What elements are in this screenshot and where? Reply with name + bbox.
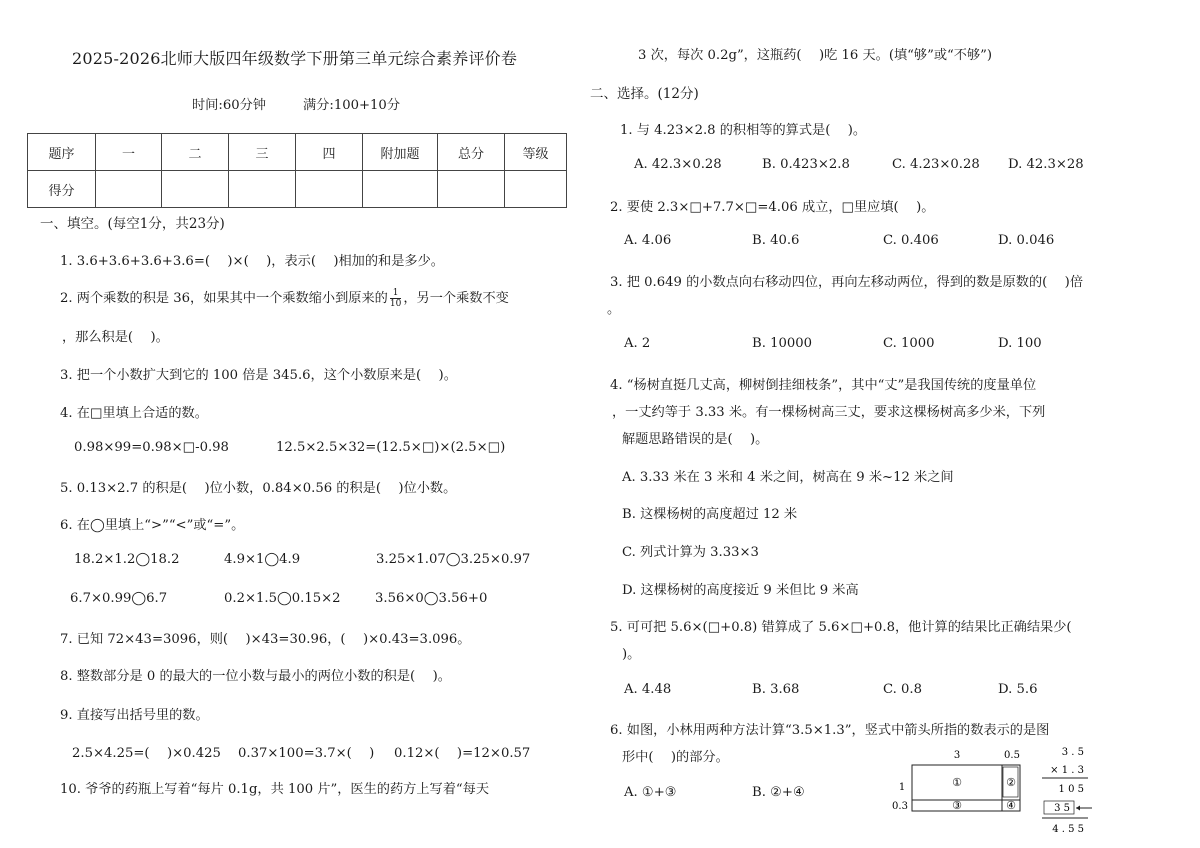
choice-q1-opt-c: C. 4.23×0.28 <box>892 157 980 172</box>
fill-q9-b: 0.37×100=3.7×( ) <box>238 746 375 761</box>
score-table <box>27 133 567 208</box>
table-header: 等级 <box>505 134 567 171</box>
choice-q1-opt-a: A. 42.3×0.28 <box>634 157 722 172</box>
choice-q5-opt-c: C. 0.8 <box>883 682 922 697</box>
choice-q6-cont: 形中( )的部分。 <box>622 750 729 765</box>
choice-q5-opt-a: A. 4.48 <box>624 682 672 697</box>
fill-q6-c: 3.25×1.07◯3.25×0.97 <box>376 552 531 567</box>
choice-q5-opt-d: D. 5.6 <box>998 682 1038 697</box>
time-info: 时间:60分钟 <box>192 98 266 113</box>
table-header: 题序 <box>28 134 96 171</box>
score-cell[interactable] <box>296 171 363 208</box>
choice-q4-line3: 解题思路错误的是( )。 <box>622 432 769 447</box>
choice-q6-opt-b: B. ②+④ <box>752 785 805 800</box>
fill-q2-cont: ，那么积是( )。 <box>62 330 169 345</box>
fill-q9-c: 0.12×( )=12×0.57 <box>394 746 531 761</box>
choice-q3-cont: 。 <box>607 302 621 317</box>
choice-q6: 6. 如图，小林用两种方法计算“3.5×1.3”，竖式中箭头所指的数表示的是图 <box>610 723 1050 738</box>
calc-row-1: 3 . 5 <box>1061 747 1084 758</box>
diagram-label-side-03: 0.3 <box>892 801 908 812</box>
table-header: 三 <box>229 134 296 171</box>
choice-q4-opt-a: A. 3.33 米在 3 米和 4 米之间，树高在 9 米~12 米之间 <box>622 470 954 485</box>
choice-q2-opt-b: B. 40.6 <box>752 233 800 248</box>
diagram-cell-3: ③ <box>952 799 962 812</box>
choice-q3: 3. 把 0.649 的小数点向右移动四位，再向左移动两位，得到的数是原数的( )倍 <box>610 275 1084 290</box>
fill-q6-d: 6.7×0.99◯6.7 <box>70 591 168 606</box>
choice-q3-opt-c: C. 1000 <box>883 336 935 351</box>
fill-q7: 7. 已知 72×43=3096，则( )×43=30.96，( )×0.43=3.096。 <box>60 632 471 647</box>
score-cell[interactable] <box>229 171 296 208</box>
fill-q9-a: 2.5×4.25=( )×0.425 <box>72 746 221 761</box>
diagram-outer-rect <box>912 765 1020 811</box>
fill-q5: 5. 0.13×2.7 的积是( )位小数，0.84×0.56 的积是( )位小数。 <box>60 481 457 496</box>
calc-row-5: 4 . 5 5 <box>1052 824 1084 835</box>
choice-q1-opt-d: D. 42.3×28 <box>1008 157 1084 172</box>
fill-q1: 1. 3.6+3.6+3.6+3.6=( )×( )，表示( )相加的和是多少。 <box>60 254 444 269</box>
choice-q3-opt-a: A. 2 <box>624 336 651 351</box>
fill-q10: 10. 爷爷的药瓶上写着“每片 0.1g，共 100 片”，医生的药方上写着“每天 <box>60 782 490 797</box>
choice-q5-opt-b: B. 3.68 <box>752 682 800 697</box>
diagram-cell-1: ① <box>952 776 962 789</box>
table-row-label: 得分 <box>28 171 96 208</box>
score-cell[interactable] <box>438 171 505 208</box>
fill-q4-a: 0.98×99=0.98×□-0.98 <box>74 440 229 455</box>
fill-q6-f: 3.56×0◯3.56+0 <box>375 591 488 606</box>
section2-heading: 二、选择。(12分) <box>590 86 699 102</box>
choice-q5: 5. 可可把 5.6×(□+0.8) 错算成了 5.6×□+0.8，他计算的结果比正确结果少( <box>610 620 1072 635</box>
table-header: 四 <box>296 134 363 171</box>
area-model-diagram <box>890 745 1030 817</box>
score-cell[interactable] <box>162 171 229 208</box>
fill-q6-e: 0.2×1.5◯0.15×2 <box>224 591 341 606</box>
fill-q10-cont: 3 次，每次 0.2g”，这瓶药( )吃 16 天。(填“够”或“不够”) <box>638 48 993 63</box>
fill-q6-b: 4.9×1◯4.9 <box>224 552 301 567</box>
choice-q2-opt-a: A. 4.06 <box>624 233 672 248</box>
calc-row-4: 3 5 <box>1054 803 1070 814</box>
table-header: 附加题 <box>363 134 438 171</box>
diagram-cell-2: ② <box>1006 776 1016 789</box>
choice-q6-opt-a: A. ①+③ <box>624 785 677 800</box>
fill-q6-a: 18.2×1.2◯18.2 <box>74 552 180 567</box>
diagram-label-side-1: 1 <box>898 782 906 793</box>
choice-q4-opt-d: D. 这棵杨树的高度接近 9 米但比 9 米高 <box>622 583 859 598</box>
vertical-calculation <box>1036 742 1096 840</box>
fill-q6: 6. 在◯里填上“>”“<”或“=”。 <box>60 518 245 533</box>
choice-q2-opt-d: D. 0.046 <box>998 233 1055 248</box>
choice-q1-opt-b: B. 0.423×2.8 <box>762 157 850 172</box>
choice-q3-opt-d: D. 100 <box>998 336 1042 351</box>
exam-title: 2025-2026北师大版四年级数学下册第三单元综合素养评价卷 <box>72 49 518 68</box>
arrow-head-icon <box>1076 806 1080 811</box>
fill-q4: 4. 在□里填上合适的数。 <box>60 406 208 421</box>
choice-q3-opt-b: B. 10000 <box>752 336 813 351</box>
score-cell[interactable] <box>363 171 438 208</box>
calc-row-2: × 1 . 3 <box>1050 765 1084 776</box>
fill-q4-b: 12.5×2.5×32=(12.5×□)×(2.5×□) <box>276 440 506 455</box>
score-cell[interactable] <box>96 171 162 208</box>
diagram-label-top-05: 0.5 <box>1004 750 1020 761</box>
fill-q3: 3. 把一个小数扩大到它的 100 倍是 345.6，这个小数原来是( )。 <box>60 368 457 383</box>
choice-q5-cont: )。 <box>622 647 641 662</box>
score-cell[interactable] <box>505 171 567 208</box>
choice-q2: 2. 要使 2.3×□+7.7×□=4.06 成立，□里应填( )。 <box>610 200 935 215</box>
table-header: 一 <box>96 134 162 171</box>
diagram-label-top-3: 3 <box>953 750 961 761</box>
choice-q2-opt-c: C. 0.406 <box>883 233 939 248</box>
choice-q4-line1: 4. “杨树直挺几丈高，柳树倒挂细枝条”，其中“丈”是我国传统的度量单位 <box>610 378 1037 393</box>
fill-q9: 9. 直接写出括号里的数。 <box>60 708 209 723</box>
choice-q4-line2: ，一丈约等于 3.33 米。有一棵杨树高三丈，要求这棵杨树高多少米，下列 <box>612 405 1046 420</box>
table-header: 二 <box>162 134 229 171</box>
score-info: 满分:100+10分 <box>303 98 401 113</box>
choice-q1: 1. 与 4.23×2.8 的积相等的算式是( )。 <box>620 123 867 138</box>
fill-q2: 2. 两个乘数的积是 36，如果其中一个乘数缩小到原来的 $\frac{1}{10}$ ，另一个乘数不变 <box>60 288 509 309</box>
calc-row-3: 1 0 5 <box>1058 784 1084 795</box>
choice-q4-opt-c: C. 列式计算为 3.33×3 <box>622 545 759 560</box>
choice-q4-opt-b: B. 这棵杨树的高度超过 12 米 <box>622 507 798 522</box>
fill-q8: 8. 整数部分是 0 的最大的一位小数与最小的两位小数的积是( )。 <box>60 669 451 684</box>
diagram-cell-4: ④ <box>1006 799 1016 812</box>
table-header: 总分 <box>438 134 505 171</box>
section1-heading: 一、填空。(每空1分，共23分) <box>40 216 225 232</box>
fraction: $\frac{1}{10}$ <box>389 288 402 309</box>
